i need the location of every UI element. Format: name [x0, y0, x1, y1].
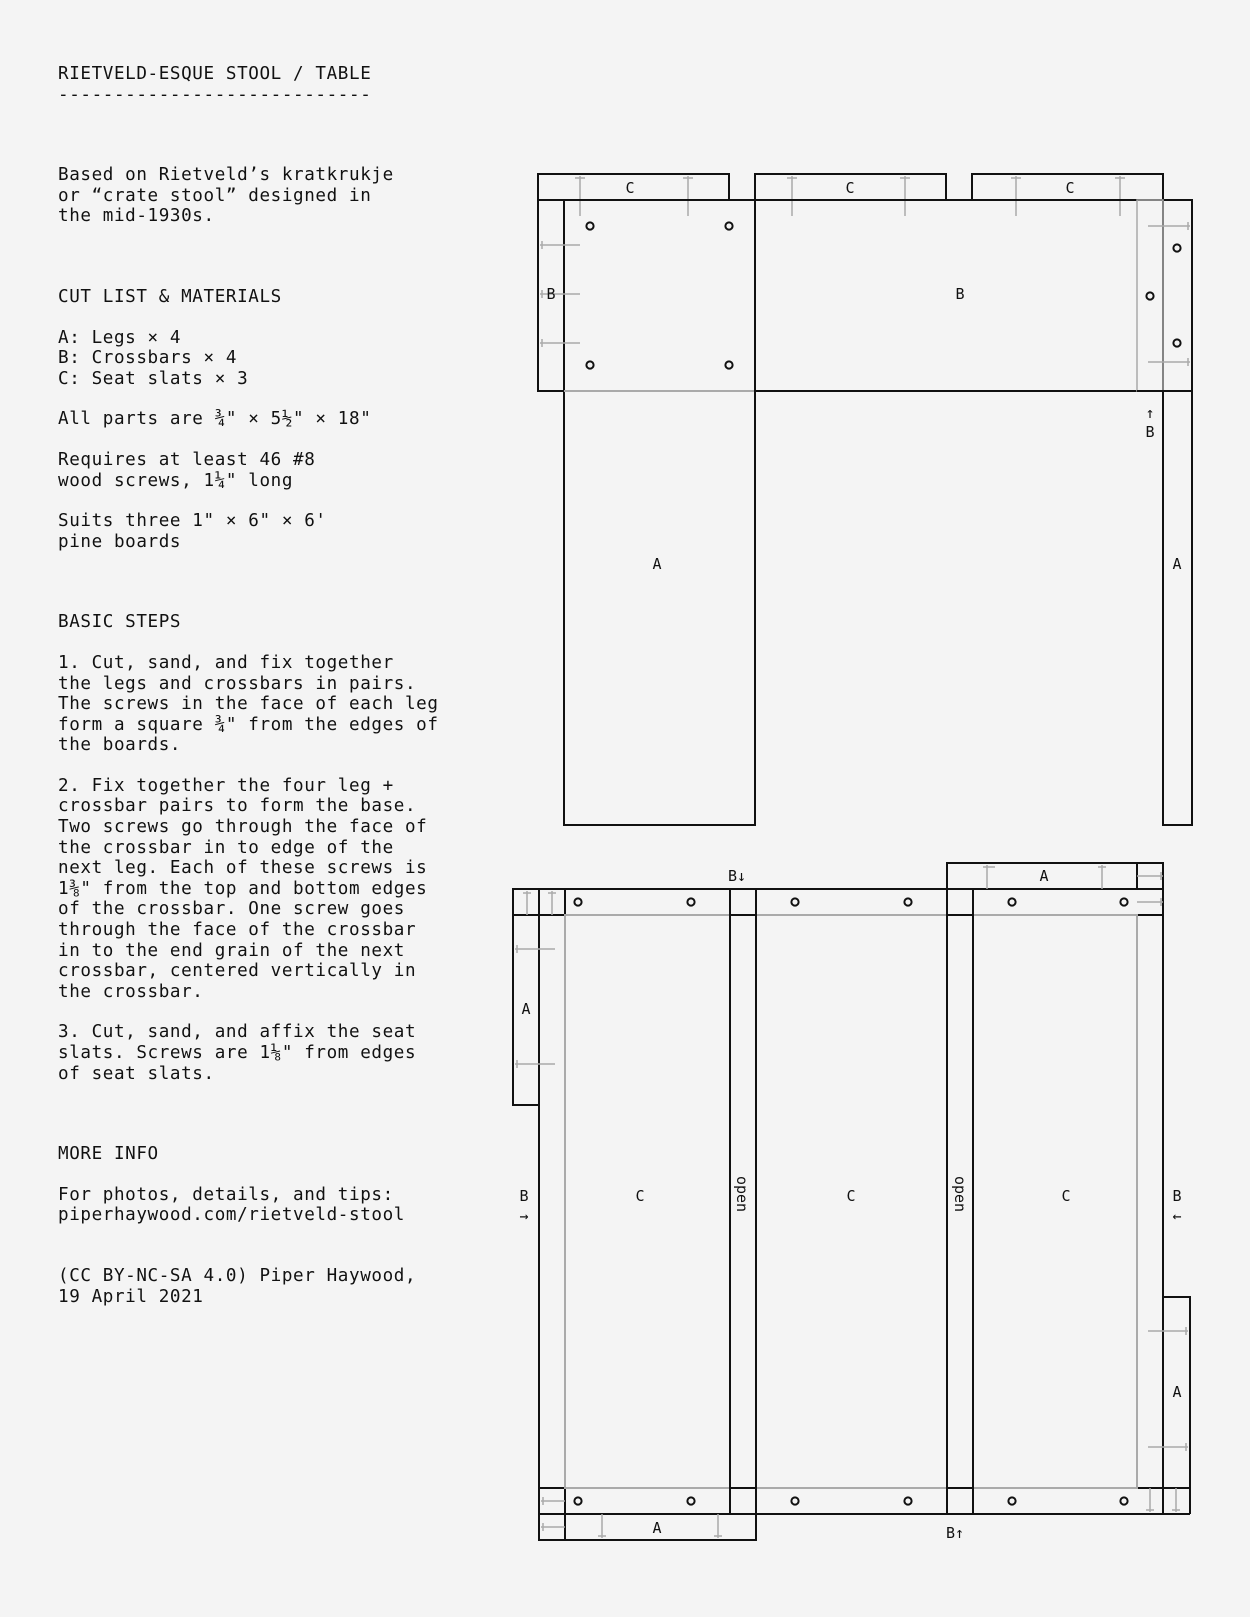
seat-slat-c-left [565, 915, 730, 1488]
more-info-text: For photos, details, and tips: piperhaywood.com/rietveld-stool [58, 1184, 405, 1226]
seat-slat-c-right [973, 915, 1137, 1488]
label-leg-a-upper-left: A [521, 1000, 531, 1018]
page-title: RIETVELD-ESQUE STOOL / TABLE [58, 64, 372, 84]
label-crossbar-b-up: B↑ [945, 1524, 965, 1542]
more-info-heading: MORE INFO [58, 1144, 159, 1165]
label-open-left: open [733, 1175, 751, 1213]
leg-a-top-right [947, 863, 1163, 889]
intro-text: Based on Rietveld’s kratkrukje or “crate stool” designed in the mid-1930s. [58, 165, 394, 227]
screw-requirements: Requires at least 46 #8 wood screws, 1¼" long [58, 449, 316, 491]
crossbar-b-front [755, 200, 1192, 391]
label-open-right: open [951, 1175, 969, 1213]
cut-list-item-legs: A: Legs × 4 [58, 327, 182, 348]
cut-list-item-seat-slats: C: Seat slats × 3 [58, 368, 249, 389]
hidden-screw-guides-front [540, 222, 1190, 366]
arrow-up-crossbar: ↑ [1145, 404, 1155, 422]
label-slat-c-1: C [625, 179, 635, 197]
part-dimensions: All parts are ¾" × 5½" × 18" [58, 409, 372, 430]
label-leg-a-front: A [652, 555, 662, 573]
label-slat-c-2: C [845, 179, 855, 197]
cut-list-heading: CUT LIST & MATERIALS [58, 286, 282, 307]
label-crossbar-b-left-plan: B [519, 1187, 529, 1205]
label-crossbar-b-left: B [546, 285, 556, 303]
label-leg-a-top: A [1039, 867, 1049, 885]
leg-a-front [564, 200, 755, 825]
label-crossbar-b-down: B↓ [727, 867, 747, 885]
label-slat-c-middle: C [846, 1187, 856, 1205]
steps-heading: BASIC STEPS [58, 612, 182, 633]
cut-list-item-crossbars: B: Crossbars × 4 [58, 348, 238, 369]
step-2: 2. Fix together the four leg + crossbar pairs to form the base. Two screws go through the face of the crossbar in to edge of the next leg. Each of these screws is 1⅜" from the top and bottom edges of the crossbar. One screw goes through the face of the crossbar in to the end grain of the next crossbar, centered vertically in the crossbar. [58, 775, 428, 1002]
label-crossbar-b-right-plan: B [1172, 1187, 1182, 1205]
label-leg-a-right: A [1172, 555, 1182, 573]
step-3: 3. Cut, sand, and affix the seat slats. Screws are 1⅛" from edges of seat slats. [58, 1022, 417, 1084]
step-1: 1. Cut, sand, and fix together the legs and crossbars in pairs. The screws in the face of each leg form a square ¾" from the edges of the boards. [58, 652, 439, 756]
screw-holes-front-view [586, 222, 1180, 368]
front-elevation-view [538, 174, 1192, 825]
label-crossbar-b-front: B [955, 285, 965, 303]
label-leg-a-bottom: A [652, 1519, 662, 1537]
board-requirements: Suits three 1" × 6" × 6' pine boards [58, 511, 327, 552]
label-slat-c-right: C [1061, 1187, 1071, 1205]
license-credit: (CC BY-NC-SA 4.0) Piper Haywood, 19 April 2021 [58, 1265, 417, 1307]
label-slat-c-3: C [1065, 179, 1075, 197]
label-crossbar-b-right: B [1145, 423, 1155, 441]
leg-a-upper-left [513, 889, 539, 1105]
label-slat-c-left: C [635, 1187, 645, 1205]
title-underline: ---------------------------- [58, 84, 372, 105]
base-frame [513, 889, 1190, 1540]
leg-a-right-edge [1163, 200, 1192, 825]
arrow-left-crossbar: ← [1172, 1207, 1182, 1225]
arrow-right-crossbar: → [519, 1207, 529, 1225]
label-leg-a-lower-right: A [1172, 1383, 1182, 1401]
